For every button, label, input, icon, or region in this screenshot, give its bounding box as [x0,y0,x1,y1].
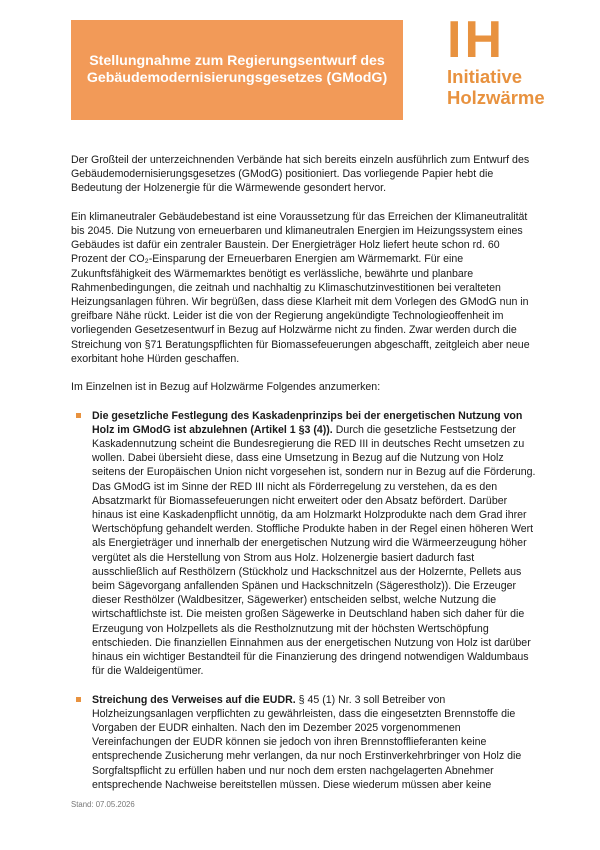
document-body [71,153,537,806]
points-list [71,409,537,792]
logo-line-2: Holzwärme [447,87,545,108]
title-banner [71,20,403,120]
list-item [71,693,537,792]
context-paragraph: Ein klimaneutraler Gebäudebestand ist eine Voraussetzung für das Erreichen der Klimaneutralität bis 2045. Die Nutzung von erneuerbaren und klimaneutralen Energien im Heizungssystem eines Gebäudes ist dafür ein zentraler Baustein. Der Energieträger Holz liefert heute schon rd. 60 Prozent der CO₂-Einsparung der Erneuerbaren Energien am Wärmemarkt. Für eine Zukunftsfähigkeit des Wärmemarktes benötigt es verlässliche, bewährte und planbare Rahmenbedingungen, die zeitnah und nachhaltig zu Klimaschutzinvestitionen bei veralteten Heizungsanlagen führen. Wir begrüßen, dass diese Klarheit mit dem Vorlegen des GModG nun in greifbare Nähe rückt. Leider ist die von der Regierung angekündigte Technologieoffenheit im vorliegenden Gesetzesentwurf in Bezug auf Holzwärme nicht zu finden. Zwar werden durch die Streichung von §71 Beratungspflichten für Biomassefeuerungen abgeschafft, zeitgleich aber neue exorbitant hohe Hürden geschaffen. [71,210,530,365]
list-item [71,409,537,679]
stand-date: Stand: 07.05.2026 [71,800,135,809]
square-bullet-icon [76,413,81,418]
list-item-text: § 45 (1) Nr. 3 soll Betreiber von Holzheizungsanlagen verpflichten zu gewährleisten, dass die eingesetzten Brennstoffe die Vorgaben der EUDR einhalten. Nach den im Dezember 2025 vorgenommenen Vereinfachungen der EUDR können sie jedoch von ihren Brennstofflieferanten keine entsprechende Zusicherung mehr verlangen, da nur noch Erstinverkehrbringer von Holz die Sorgfaltspflicht zu erfüllen haben und nur noch dem ersten nachgelagerten Abnehmer entsprechende Nachweise bereitstellen müssen. Diese wiederum müssen aber keine [92,693,522,791]
logo-line-1: Initiative [447,66,523,87]
square-bullet-icon [76,697,81,702]
intro-paragraph: Der Großteil der unterzeichnenden Verbände hat sich bereits einzeln ausführlich zum Entwurf des Gebäudemodernisierungsgesetzes (GModG) positioniert. Das vorliegende Papier hebt die Bedeutung der Holzenergie für die Wärmewende gesondert hervor. [71,154,530,195]
initiative-holzwaerme-logo [445,11,585,124]
logo-mark: IH [447,11,505,69]
list-item-text: Durch die gesetzliche Festsetzung der Kaskadennutzung scheint die Bundesregierung die RED III in deutsches Recht umsetzen zu wollen. Dabei übersieht diese, dass eine Umsetzung in Bezug auf die Nutzung von Holz seitens der Europäischen Union nicht vorgesehen ist, sondern nur in Bezug auf die Förderung. Das GModG ist im Sinne der RED III nicht als Förderregelung zu verstehen, da es den Absatzmarkt für Biomassefeuerungen nicht erweitert oder den Absatz befördert. Darüber hinaus ist eine Kaskadenpflicht unnötig, da am Holzmarkt Holzprodukte nach dem Grad ihrer Wertschöpfung gehandelt werden. Stoffliche Produkte haben in der Regel einen höheren Wert als Energieträger und innerhalb der energetischen Nutzung wird die Wärmeerzeugung höher vergütet als die Herstellung von Strom aus Holz. Holzenergie basiert dadurch fast ausschließlich auf Resthölzern (Stückholz und Hackschnitzel aus der Holzernte, Pellets aus beim Sägevorgang anfallenden Spänen und Hackschnitzeln (Sägerestholz)). Die Erzeuger dieser Resthölzer (Waldbesitzer, Sägewerker) entscheiden selbst, welche Nutzung die wirtschaftlichste ist. Die meisten großen Sägewerke in Deutschland haben sich daher für die Erzeugung von Holzpellets als die Restholznutzung mit der höchsten Wertschöpfung entschieden. Die finanziellen Einnahmen aus der energetischen Nutzung von Holz ist darüber hinaus ein wichtiger Bestandteil für die Finanzierung des dringend notwendigen Waldumbaus für die Waldeigentümer. [92,423,536,678]
list-intro-paragraph: Im Einzelnen ist in Bezug auf Holzwärme Folgendes anzumerken: [71,381,381,394]
document-title: Stellungnahme zum Regierungsentwurf des Gebäudemodernisierungsgesetzes (GModG) [86,52,388,86]
list-item-lead: Die gesetzliche Festlegung des Kaskadenprinzips bei der energetischen Nutzung von Holz im GModG ist abzulehnen (Artikel 1 §3 (4)). [92,409,523,436]
list-item-lead: Streichung des Verweises auf die EUDR. [92,693,296,706]
